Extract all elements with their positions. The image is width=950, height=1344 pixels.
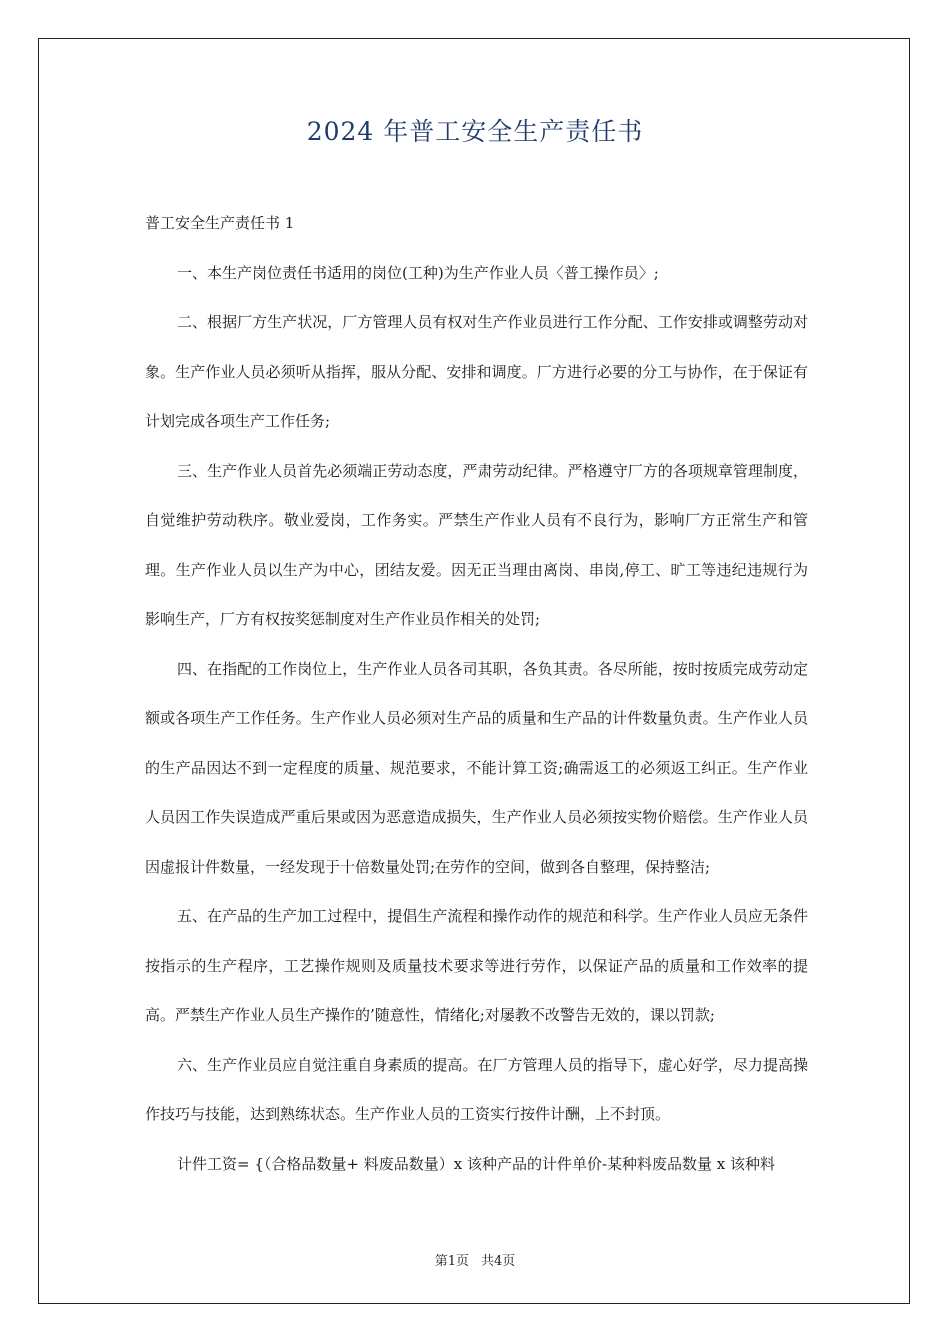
paragraph-7: 计件工资= {（合格品数量+ 料废品数量）x 该种产品的计件单价-某种料废品数量 x 该种料 bbox=[177, 1154, 776, 1173]
document-body bbox=[145, 199, 808, 1189]
paragraph-6: 六、生产作业员应自觉注重自身素质的提高。在厂方管理人员的指导下，虚心好学，尽力提高操作技巧与技能，达到熟练状态。生产作业人员的工资实行按件计酬，上不封顶。 bbox=[145, 1055, 808, 1123]
paragraph-3: 三、生产作业人员首先必须端正劳动态度，严肃劳动纪律。严格遵守厂方的各项规章管理制度，自觉维护劳动秩序。敬业爱岗，工作务实。严禁生产作业人员有不良行为，影响厂方正常生产和管理。生产作业人员以生产为中心，团结友爱。因无正当理由离岗、串岗,停工、旷工等违纪违规行为影响生产，厂方有权按奖惩制度对生产作业员作相关的处罚; bbox=[145, 461, 808, 628]
page-number: 第1页 bbox=[434, 1254, 469, 1269]
paragraph-2: 二、根据厂方生产状况，厂方管理人员有权对生产作业员进行工作分配、工作安排或调整劳动对象。生产作业人员必须听从指挥，服从分配、安排和调度。厂方进行必要的分工与协作，在于保证有计划完成各项生产工作任务; bbox=[145, 313, 808, 430]
section-heading: 普工安全生产责任书 1 bbox=[145, 214, 295, 232]
paragraph-1: 一、本生产岗位责任书适用的岗位(工种)为生产作业人员〈普工操作员〉; bbox=[177, 263, 659, 282]
page-total: 共4页 bbox=[481, 1254, 516, 1269]
page-footer bbox=[0, 1250, 950, 1269]
paragraph-5: 五、在产品的生产加工过程中，提倡生产流程和操作动作的规范和科学。生产作业人员应无条件按指示的生产程序，工艺操作规则及质量技术要求等进行劳作，以保证产品的质量和工作效率的提高。严禁生产作业人员生产操作的’随意性，情绪化;对屡教不改警告无效的，课以罚款; bbox=[145, 907, 808, 1024]
paragraph-4: 四、在指配的工作岗位上，生产作业人员各司其职，各负其责。各尽所能，按时按质完成劳动定额或各项生产工作任务。生产作业人员必须对生产品的质量和生产品的计件数量负责。生产作业人员的生产品因达不到一定程度的质量、规范要求，不能计算工资;确需返工的必须返工纠正。生产作业人员因工作失误造成严重后果或因为恶意造成损失，生产作业人员必须按实物价赔偿。生产作业人员因虚报计件数量，一经发现于十倍数量处罚;在劳作的空间，做到各自整理，保持整洁; bbox=[145, 659, 808, 876]
document-title: 2024 年普工安全生产责任书 bbox=[306, 117, 644, 146]
